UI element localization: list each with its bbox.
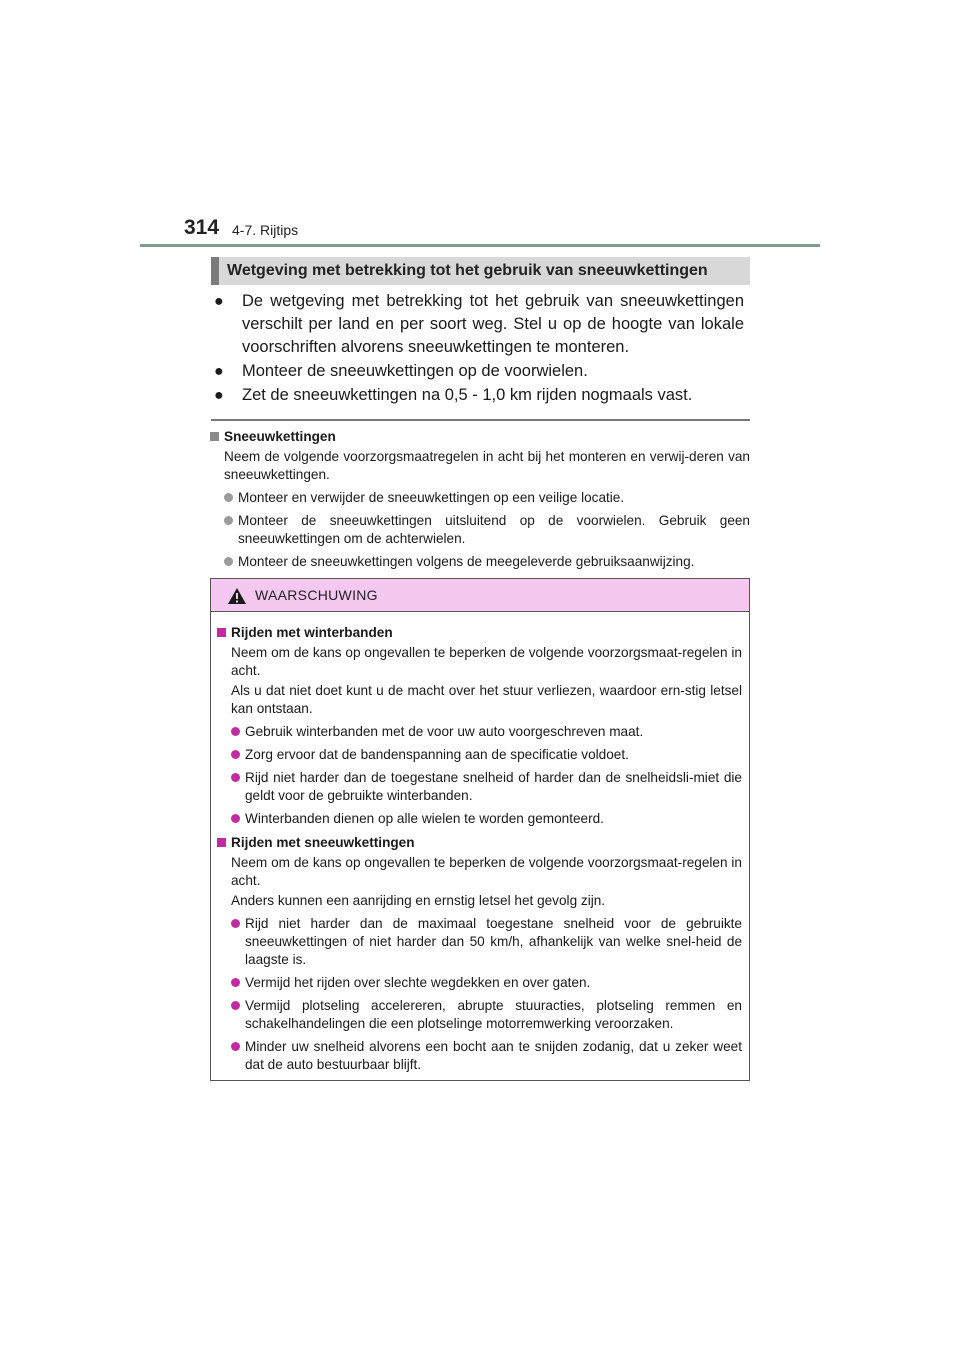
warning-box	[210, 578, 750, 1081]
list-item-text: Vermijd plotseling accelereren, abrupte stuuracties, plotseling remmen en schakelhandelingen die een plotselinge motorremwerking veroorzaken.	[245, 998, 742, 1031]
paragraph: Neem om de kans op ongevallen te beperken de volgende voorzorgsmaat-regelen in acht.	[231, 855, 742, 888]
list-item-text: Minder uw snelheid alvorens een bocht aan te snijden zodanig, dat u zeker weet dat de auto bestuurbaar blijft.	[245, 1039, 742, 1072]
circle-bullet-icon	[231, 727, 240, 736]
section-title-band	[211, 257, 750, 285]
sub-heading	[210, 428, 750, 446]
page-number: 314	[184, 216, 220, 239]
circle-bullet-icon	[231, 1042, 240, 1051]
circle-bullet-icon	[231, 814, 240, 823]
square-bullet-icon	[217, 838, 226, 847]
list-item	[217, 723, 742, 741]
paragraph: Anders kunnen een aanrijding en ernstig letsel het gevolg zijn.	[231, 893, 606, 908]
list-item	[210, 489, 750, 507]
snow-chains-section	[210, 428, 750, 571]
section-label: 4-7. Rijtips	[232, 222, 299, 238]
list-item-text: Monteer en verwijder de sneeuwkettingen op een veilige locatie.	[238, 490, 625, 505]
list-item	[210, 553, 750, 571]
paragraph: Als u dat niet doet kunt u de macht over het stuur verliezen, waardoor ern-stig letsel kan ontstaan.	[231, 683, 742, 716]
sub-heading	[217, 624, 742, 642]
intro-item	[214, 384, 744, 407]
intro-item	[214, 290, 744, 359]
circle-bullet-icon	[231, 978, 240, 987]
warning-body	[211, 612, 749, 1074]
list-item-text: Rijd niet harder dan de maximaal toegestane snelheid voor de gebruikte sneeuwkettingen of niet harder dan 50 km/h, afhankelijk van welke snel-heid de laagste is.	[245, 916, 742, 967]
bullet-icon: ●	[214, 387, 224, 404]
paragraph: Neem om de kans op ongevallen te beperken de volgende voorzorgsmaat-regelen in acht.	[231, 645, 742, 678]
circle-bullet-icon	[224, 557, 233, 566]
circle-bullet-icon	[224, 516, 233, 525]
bullet-icon: ●	[214, 363, 224, 380]
circle-bullet-icon	[231, 750, 240, 759]
intro-item-text: Zet de sneeuwkettingen na 0,5 - 1,0 km rijden nogmaals vast.	[242, 386, 693, 404]
list-item	[217, 974, 742, 992]
list-item	[217, 746, 742, 764]
intro-item-text: Monteer de sneeuwkettingen op de voorwielen.	[242, 362, 588, 380]
list-item-text: Vermijd het rijden over slechte wegdekken en over gaten.	[245, 975, 591, 990]
list-item	[217, 810, 742, 828]
sub-heading	[217, 834, 742, 852]
warning-triangle-icon	[227, 587, 247, 610]
list-item-text: Winterbanden dienen op alle wielen te worden gemonteerd.	[245, 811, 604, 826]
list-item-text: Rijd niet harder dan de toegestane snelheid of harder dan de snelheidsli-miet die geldt voor de gebruikte winterbanden.	[245, 770, 742, 803]
list-item-text: Zorg ervoor dat de bandenspanning aan de specificatie voldoet.	[245, 747, 629, 762]
section-divider	[211, 419, 750, 421]
warning-label: WAARSCHUWING	[255, 587, 378, 603]
warning-header	[211, 579, 749, 612]
list-item-text: Monteer de sneeuwkettingen uitsluitend op de voorwielen. Gebruik geen sneeuwkettingen om de achterwielen.	[238, 513, 750, 546]
list-item	[217, 915, 742, 969]
square-bullet-icon	[217, 628, 226, 637]
list-item-text: Monteer de sneeuwkettingen volgens de meegeleverde gebruiksaanwijzing.	[238, 554, 695, 569]
circle-bullet-icon	[231, 773, 240, 782]
circle-bullet-icon	[231, 1001, 240, 1010]
sub-heading-text: Sneeuwkettingen	[224, 429, 336, 444]
section-title: Wetgeving met betrekking tot het gebruik van sneeuwkettingen	[227, 262, 708, 279]
list-item-text: Gebruik winterbanden met de voor uw auto voorgeschreven maat.	[245, 724, 644, 739]
sub-heading-text: Rijden met winterbanden	[231, 625, 393, 640]
intro-item	[214, 360, 744, 383]
list-item	[210, 512, 750, 548]
circle-bullet-icon	[231, 919, 240, 928]
header-rule	[140, 244, 820, 247]
bullet-icon: ●	[214, 293, 224, 310]
sub-heading-text: Rijden met sneeuwkettingen	[231, 835, 415, 850]
paragraph: Neem de volgende voorzorgsmaatregelen in acht bij het monteren en verwij-deren van sneeuwkettingen.	[224, 449, 750, 482]
list-item	[217, 1038, 742, 1074]
list-item	[217, 997, 742, 1033]
circle-bullet-icon	[224, 493, 233, 502]
intro-item-text: De wetgeving met betrekking tot het gebruik van sneeuwkettingen verschilt per land en per soort weg. Stel u op de hoogte van lokale voorschriften alvorens sneeuwkettingen te monteren.	[242, 292, 744, 356]
intro-list	[214, 290, 744, 408]
title-marker	[211, 257, 219, 285]
square-bullet-icon	[210, 432, 219, 441]
list-item	[217, 769, 742, 805]
